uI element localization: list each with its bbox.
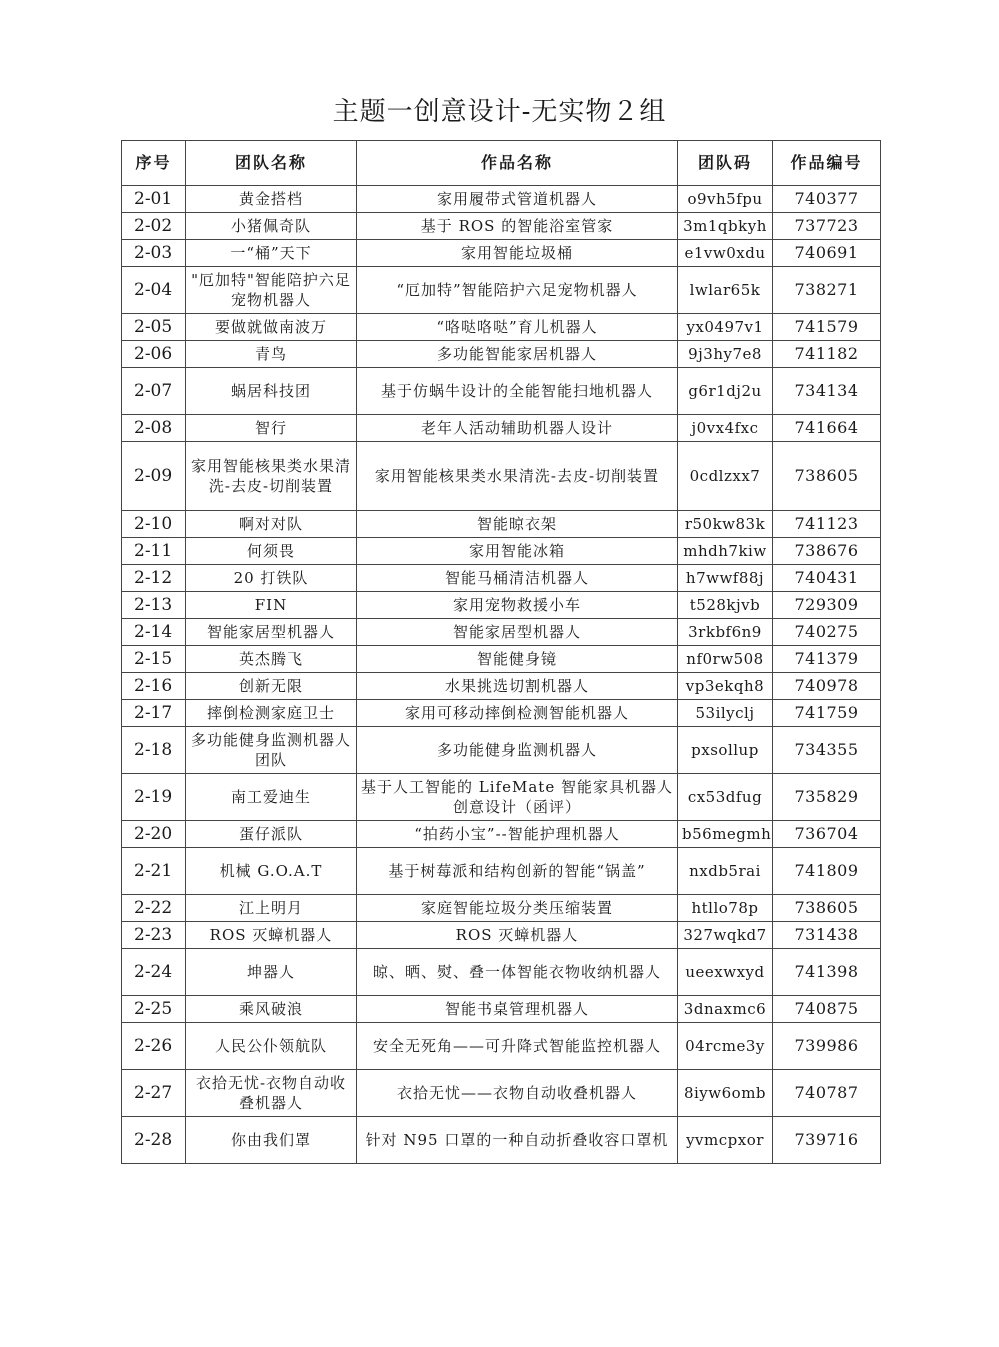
- cell-seq: 2-26: [122, 1023, 186, 1070]
- cell-work-name: 家用智能冰箱: [357, 538, 678, 565]
- cell-team-name: 英杰腾飞: [186, 646, 357, 673]
- cell-team-code: nxdb5rai: [678, 848, 773, 895]
- cell-seq: 2-01: [122, 186, 186, 213]
- cell-work-name: 安全无死角——可升降式智能监控机器人: [357, 1023, 678, 1070]
- cell-team-code: 3m1qbkyh: [678, 213, 773, 240]
- table-row: [122, 341, 881, 368]
- cell-work-id: 736704: [773, 821, 881, 848]
- cell-work-id: 741379: [773, 646, 881, 673]
- table-row: [122, 700, 881, 727]
- cell-seq: 2-20: [122, 821, 186, 848]
- cell-work-name: 多功能健身监测机器人: [357, 727, 678, 774]
- cell-team-name: 青鸟: [186, 341, 357, 368]
- cell-work-name: 家用履带式管道机器人: [357, 186, 678, 213]
- cell-work-name: 家用智能垃圾桶: [357, 240, 678, 267]
- cell-team-name: 多功能健身监测机器人团队: [186, 727, 357, 774]
- cell-work-name: 基于树莓派和结构创新的智能“锅盖”: [357, 848, 678, 895]
- cell-seq: 2-07: [122, 368, 186, 415]
- cell-team-code: o9vh5fpu: [678, 186, 773, 213]
- cell-team-code: mhdh7kiw: [678, 538, 773, 565]
- cell-team-code: nf0rw508: [678, 646, 773, 673]
- cell-team-name: 黄金搭档: [186, 186, 357, 213]
- cell-team-name: 创新无限: [186, 673, 357, 700]
- table-row: [122, 368, 881, 415]
- cell-seq: 2-27: [122, 1070, 186, 1117]
- cell-work-name: 智能家居型机器人: [357, 619, 678, 646]
- cell-team-name: 何须畏: [186, 538, 357, 565]
- cell-work-name: 多功能智能家居机器人: [357, 341, 678, 368]
- cell-work-id: 731438: [773, 922, 881, 949]
- cell-work-id: 741809: [773, 848, 881, 895]
- cell-work-id: 738676: [773, 538, 881, 565]
- table-row: [122, 1117, 881, 1164]
- cell-seq: 2-04: [122, 267, 186, 314]
- header-team-code: 团队码: [678, 141, 773, 186]
- table-body: [122, 186, 881, 1164]
- cell-team-code: 04rcme3y: [678, 1023, 773, 1070]
- cell-team-name: 蜗居科技团: [186, 368, 357, 415]
- cell-work-id: 741123: [773, 511, 881, 538]
- cell-work-id: 734355: [773, 727, 881, 774]
- cell-seq: 2-24: [122, 949, 186, 996]
- cell-work-name: 智能晾衣架: [357, 511, 678, 538]
- cell-work-name: 针对 N95 口罩的一种自动折叠收容口罩机: [357, 1117, 678, 1164]
- cell-work-id: 737723: [773, 213, 881, 240]
- cell-work-name: 智能健身镜: [357, 646, 678, 673]
- cell-team-code: r50kw83k: [678, 511, 773, 538]
- cell-seq: 2-16: [122, 673, 186, 700]
- cell-work-id: 739986: [773, 1023, 881, 1070]
- cell-work-id: 741759: [773, 700, 881, 727]
- table-header-row: [122, 141, 881, 186]
- cell-work-name: 智能书桌管理机器人: [357, 996, 678, 1023]
- cell-seq: 2-17: [122, 700, 186, 727]
- cell-team-name: 机械 G.O.A.T: [186, 848, 357, 895]
- cell-team-code: 3dnaxmc6: [678, 996, 773, 1023]
- cell-work-id: 729309: [773, 592, 881, 619]
- cell-team-code: e1vw0xdu: [678, 240, 773, 267]
- cell-work-id: 740431: [773, 565, 881, 592]
- cell-work-id: 738605: [773, 895, 881, 922]
- document-title: 主题一创意设计-无实物２组: [332, 97, 667, 127]
- cell-seq: 2-23: [122, 922, 186, 949]
- cell-work-name: 基于人工智能的 LifeMate 智能家具机器人 创意设计（函评）: [357, 774, 678, 821]
- table-row: [122, 673, 881, 700]
- cell-team-name: FIN: [186, 592, 357, 619]
- table-row: [122, 1023, 881, 1070]
- cell-seq: 2-11: [122, 538, 186, 565]
- cell-work-id: 741579: [773, 314, 881, 341]
- cell-work-id: 740275: [773, 619, 881, 646]
- cell-work-id: 741398: [773, 949, 881, 996]
- cell-work-name: “厄加特”智能陪护六足宠物机器人: [357, 267, 678, 314]
- cell-seq: 2-13: [122, 592, 186, 619]
- table-row: [122, 415, 881, 442]
- cell-team-code: ueexwxyd: [678, 949, 773, 996]
- table-row: [122, 267, 881, 314]
- cell-work-name: 家用宠物救援小车: [357, 592, 678, 619]
- table-row: [122, 511, 881, 538]
- table-row: [122, 619, 881, 646]
- cell-team-code: 0cdlzxx7: [678, 442, 773, 511]
- cell-team-name: 南工爱迪生: [186, 774, 357, 821]
- cell-team-code: yx0497v1: [678, 314, 773, 341]
- roster-table: [121, 140, 881, 1164]
- header-work-id: 作品编号: [773, 141, 881, 186]
- cell-work-name: 家用可移动摔倒检测智能机器人: [357, 700, 678, 727]
- table-row: [122, 592, 881, 619]
- table-row: [122, 774, 881, 821]
- table-row: [122, 646, 881, 673]
- table-row: [122, 922, 881, 949]
- cell-seq: 2-06: [122, 341, 186, 368]
- cell-team-code: h7wwf88j: [678, 565, 773, 592]
- cell-team-name: 家用智能核果类水果清洗-去皮-切削装置: [186, 442, 357, 511]
- table-row: [122, 213, 881, 240]
- cell-seq: 2-05: [122, 314, 186, 341]
- table-row: [122, 996, 881, 1023]
- cell-seq: 2-18: [122, 727, 186, 774]
- cell-work-name: 晾、晒、熨、叠一体智能衣物收纳机器人: [357, 949, 678, 996]
- cell-team-name: 人民公仆领航队: [186, 1023, 357, 1070]
- cell-work-id: 741182: [773, 341, 881, 368]
- cell-work-id: 740875: [773, 996, 881, 1023]
- table-row: [122, 821, 881, 848]
- cell-work-id: 739716: [773, 1117, 881, 1164]
- cell-work-name: 家用智能核果类水果清洗-去皮-切削装置: [357, 442, 678, 511]
- cell-team-name: 江上明月: [186, 895, 357, 922]
- cell-team-name: 智行: [186, 415, 357, 442]
- cell-team-code: 327wqkd7: [678, 922, 773, 949]
- cell-seq: 2-09: [122, 442, 186, 511]
- cell-work-id: 740691: [773, 240, 881, 267]
- table-row: [122, 442, 881, 511]
- cell-work-name: 智能马桶清洁机器人: [357, 565, 678, 592]
- cell-team-code: 8iyw6omb: [678, 1070, 773, 1117]
- cell-team-code: 53ilyclj: [678, 700, 773, 727]
- cell-team-name: 智能家居型机器人: [186, 619, 357, 646]
- cell-team-name: 衣拾无忧-衣物自动收叠机器人: [186, 1070, 357, 1117]
- cell-team-code: htllo78p: [678, 895, 773, 922]
- table-row: [122, 848, 881, 895]
- cell-seq: 2-22: [122, 895, 186, 922]
- cell-seq: 2-08: [122, 415, 186, 442]
- cell-work-name: 家庭智能垃圾分类压缩装置: [357, 895, 678, 922]
- cell-team-code: yvmcpxor: [678, 1117, 773, 1164]
- cell-work-id: 735829: [773, 774, 881, 821]
- table-row: [122, 895, 881, 922]
- cell-work-name: 基于仿蜗牛设计的全能智能扫地机器人: [357, 368, 678, 415]
- cell-seq: 2-15: [122, 646, 186, 673]
- header-seq: 序号: [122, 141, 186, 186]
- cell-team-name: 蛋仔派队: [186, 821, 357, 848]
- cell-seq: 2-19: [122, 774, 186, 821]
- cell-team-name: 20 打铁队: [186, 565, 357, 592]
- cell-work-id: 740787: [773, 1070, 881, 1117]
- cell-work-name: ROS 灭蟑机器人: [357, 922, 678, 949]
- table-row: [122, 565, 881, 592]
- cell-team-code: t528kjvb: [678, 592, 773, 619]
- cell-team-code: 9j3hy7e8: [678, 341, 773, 368]
- cell-seq: 2-10: [122, 511, 186, 538]
- cell-team-name: "厄加特"智能陪护六足宠物机器人: [186, 267, 357, 314]
- cell-team-code: pxsollup: [678, 727, 773, 774]
- table-row: [122, 314, 881, 341]
- cell-team-code: 3rkbf6n9: [678, 619, 773, 646]
- cell-team-code: g6r1dj2u: [678, 368, 773, 415]
- cell-work-name: “咯哒咯哒”育儿机器人: [357, 314, 678, 341]
- cell-work-id: 741664: [773, 415, 881, 442]
- cell-seq: 2-02: [122, 213, 186, 240]
- cell-seq: 2-12: [122, 565, 186, 592]
- table-row: [122, 538, 881, 565]
- cell-seq: 2-03: [122, 240, 186, 267]
- table-row: [122, 186, 881, 213]
- cell-work-name: 老年人活动辅助机器人设计: [357, 415, 678, 442]
- header-team-name: 团队名称: [186, 141, 357, 186]
- cell-work-name: 水果挑选切割机器人: [357, 673, 678, 700]
- table-row: [122, 949, 881, 996]
- cell-team-name: 你由我们罩: [186, 1117, 357, 1164]
- cell-team-name: 小猪佩奇队: [186, 213, 357, 240]
- cell-seq: 2-25: [122, 996, 186, 1023]
- cell-team-name: 乘风破浪: [186, 996, 357, 1023]
- cell-work-id: 734134: [773, 368, 881, 415]
- table-row: [122, 727, 881, 774]
- cell-seq: 2-21: [122, 848, 186, 895]
- cell-team-code: cx53dfug: [678, 774, 773, 821]
- cell-seq: 2-28: [122, 1117, 186, 1164]
- cell-team-code: j0vx4fxc: [678, 415, 773, 442]
- cell-team-code: lwlar65k: [678, 267, 773, 314]
- cell-team-name: 要做就做南波万: [186, 314, 357, 341]
- cell-team-name: 一“桶”天下: [186, 240, 357, 267]
- cell-seq: 2-14: [122, 619, 186, 646]
- cell-work-id: 738605: [773, 442, 881, 511]
- cell-team-name: 啊对对队: [186, 511, 357, 538]
- cell-team-code: vp3ekqh8: [678, 673, 773, 700]
- cell-work-name: 基于 ROS 的智能浴室管家: [357, 213, 678, 240]
- cell-team-name: 摔倒检测家庭卫士: [186, 700, 357, 727]
- table-row: [122, 1070, 881, 1117]
- header-work-name: 作品名称: [357, 141, 678, 186]
- cell-work-id: 740377: [773, 186, 881, 213]
- cell-work-name: 衣拾无忧——衣物自动收叠机器人: [357, 1070, 678, 1117]
- table-row: [122, 240, 881, 267]
- cell-work-id: 740978: [773, 673, 881, 700]
- cell-work-id: 738271: [773, 267, 881, 314]
- cell-work-name: “拍药小宝”--智能护理机器人: [357, 821, 678, 848]
- cell-team-name: 坤器人: [186, 949, 357, 996]
- cell-team-name: ROS 灭蟑机器人: [186, 922, 357, 949]
- cell-team-code: b56megmh: [678, 821, 773, 848]
